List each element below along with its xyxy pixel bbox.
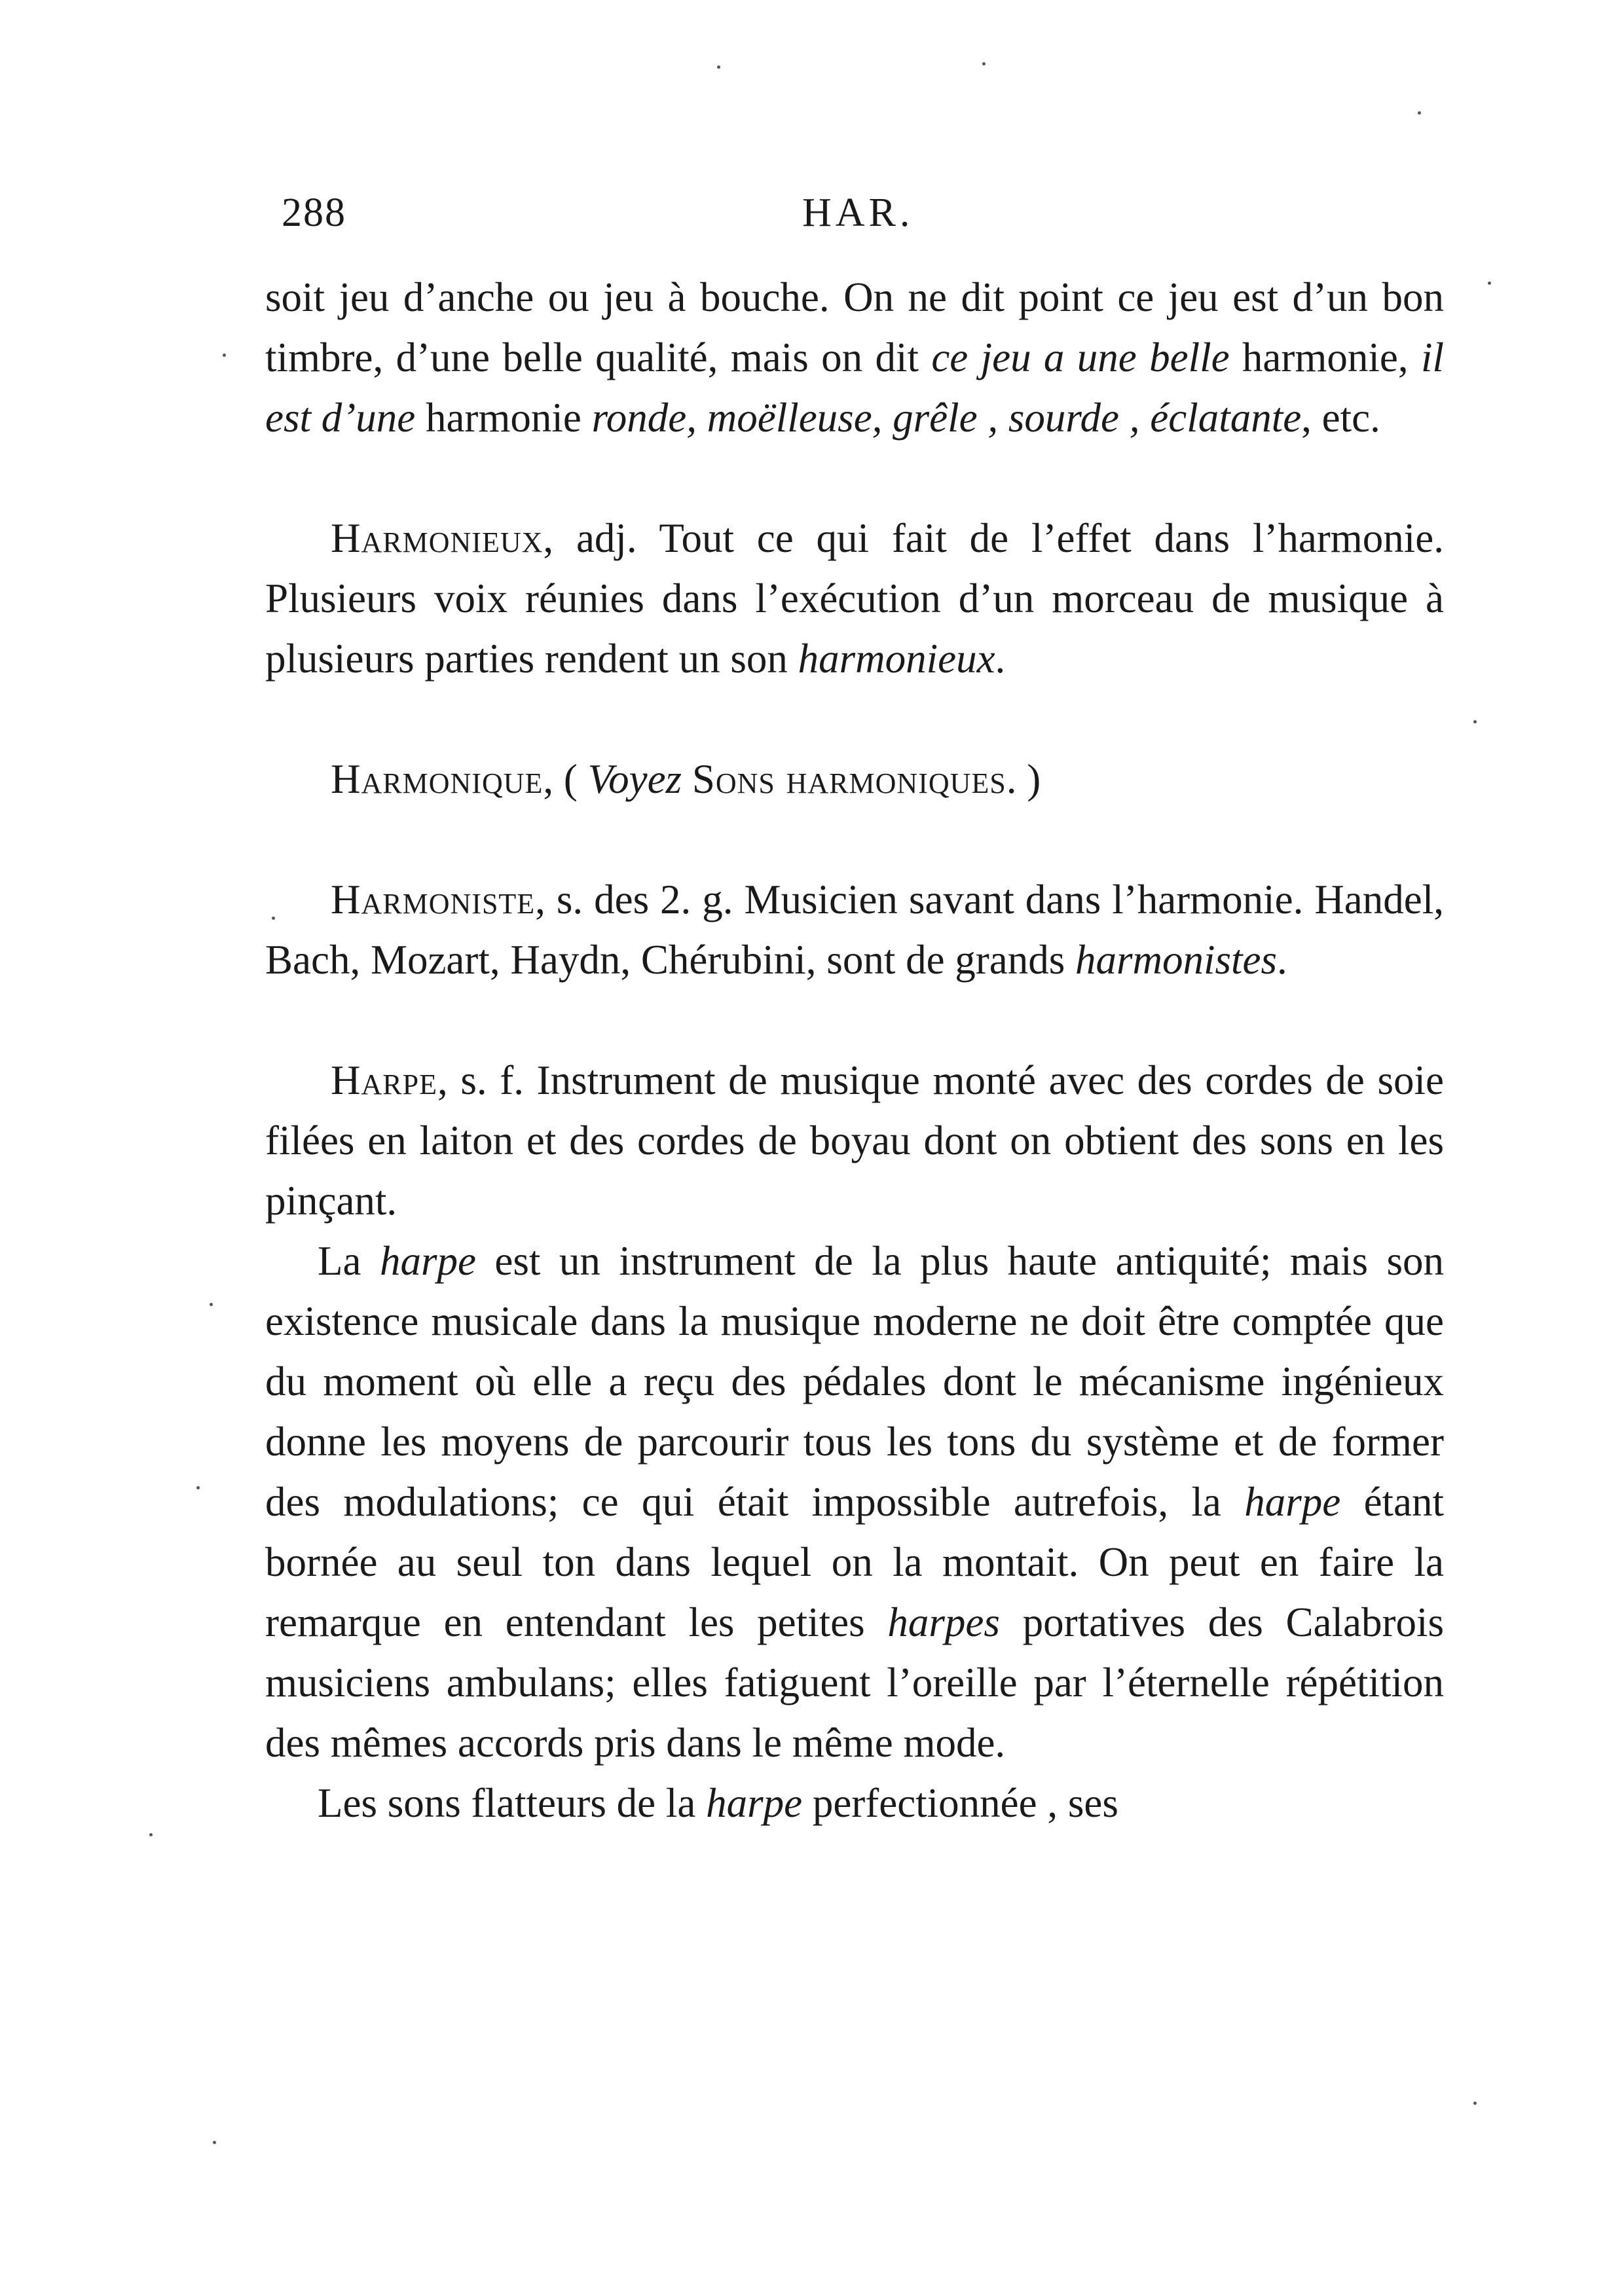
paragraph-continuation	[265, 267, 1444, 448]
text-run: , (	[543, 756, 588, 802]
small-caps-run: Sons harmoniques	[692, 756, 1006, 802]
text-run: , adj. Tout ce qui fait de l’effet dans l’harmonie. Plusieurs voix réunies dans l’exécution d’un morceau de musique à plusieurs parties rendent un son	[265, 515, 1444, 682]
text-run	[682, 756, 692, 802]
text-run: étant bornée au seul ton dans lequel on la montait. On peut en faire la remarque en entendant les petites	[265, 1479, 1444, 1645]
paper-speck	[213, 2141, 216, 2144]
text-run: soit jeu d’anche ou jeu à bouche. On ne dit point ce jeu est d’un bon timbre, d’une belle qualité, mais on dit	[265, 274, 1444, 380]
italic-run: harpe	[379, 1238, 476, 1284]
paper-speck	[1488, 282, 1491, 285]
body-text	[265, 267, 1444, 1833]
entry-harpe	[265, 1050, 1444, 1231]
entry-harmonieux	[265, 508, 1444, 689]
headword: Harmonieux	[331, 515, 544, 561]
text-run: . )	[1006, 756, 1041, 802]
text-run: .	[1277, 937, 1287, 983]
headword: Harmonique	[331, 756, 544, 802]
paper-speck	[982, 62, 986, 65]
paper-speck	[272, 917, 275, 920]
italic-run: harmonistes	[1075, 937, 1278, 983]
text-run: perfectionnée , ses	[802, 1780, 1118, 1826]
paper-speck	[1473, 2102, 1477, 2105]
italic-run: ce jeu a une belle	[931, 335, 1230, 380]
paper-speck	[717, 65, 720, 69]
paper-speck	[210, 1303, 213, 1306]
page-number: 288	[282, 191, 346, 235]
running-head: HAR.	[802, 191, 914, 235]
text-run: La	[318, 1238, 380, 1284]
text-run: harmonie,	[1229, 335, 1421, 380]
text-run: , s. des 2. g. Musicien savant dans l’harmonie. Handel, Bach, Mozart, Haydn, Chérubini, sont de grands	[265, 877, 1444, 983]
italic-run: Voyez	[587, 756, 682, 802]
paper-speck	[149, 1833, 153, 1836]
paper-speck	[223, 354, 226, 357]
italic-run: harpes	[887, 1599, 1000, 1645]
paper-speck	[1473, 720, 1477, 723]
page-header	[282, 190, 1447, 249]
headword: Harpe	[331, 1057, 437, 1103]
paragraph-harpe-history	[265, 1231, 1444, 1773]
headword: Harmoniste	[331, 877, 536, 922]
paragraph-harpe-sounds	[265, 1773, 1444, 1833]
italic-run: harmonieux	[798, 636, 995, 682]
entry-harmoniste	[265, 869, 1444, 990]
text-run: est un instrument de la plus haute antiquité; mais son existence musicale dans la musique moderne ne doit être comptée que du moment où elle a reçu des pédales dont le mécanisme ingénieux donne les moyens de parcourir tous les tons du système et de former des modulations; ce qui était impossible autrefois, la	[265, 1238, 1445, 1525]
text-run: , etc.	[1301, 395, 1380, 441]
text-run: Les sons flatteurs de la	[318, 1780, 707, 1826]
italic-run: harpe	[706, 1780, 803, 1826]
text-run: harmonie	[415, 395, 592, 441]
paper-speck	[1418, 111, 1421, 115]
paper-speck	[196, 1486, 200, 1489]
entry-harmonique	[265, 749, 1444, 809]
italic-run: ronde, moëlleuse, grêle , sourde , éclatante	[591, 395, 1302, 441]
text-run: .	[995, 636, 1006, 682]
text-run: , s. f. Instrument de musique monté avec des cordes de soie filées en laiton et des cordes de boyau dont on obtient des sons en les pinçant.	[265, 1057, 1444, 1224]
italic-run: il est d’une	[265, 335, 1444, 441]
text-run: portatives des Calabrois musiciens ambulans; elles fatiguent l’oreille par l’éternelle répétition des mêmes accords pris dans le même mode.	[265, 1599, 1444, 1766]
italic-run: harpe	[1244, 1479, 1341, 1525]
